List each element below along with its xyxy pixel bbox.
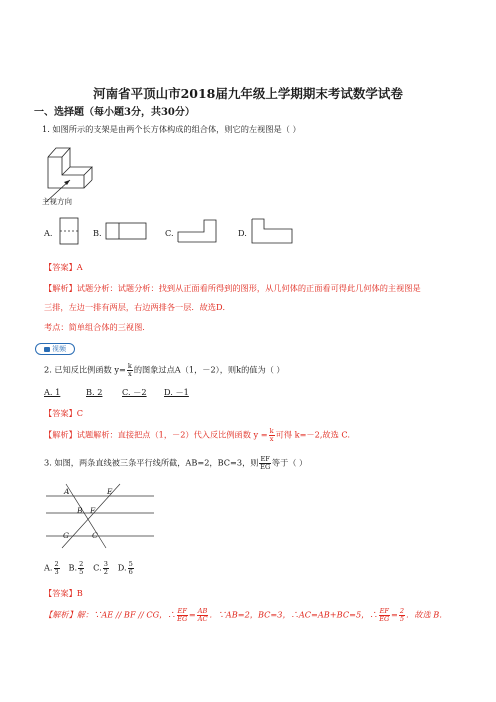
q3-stem: 3. 如图，两条直线被三条平行线所截，AB=2，BC=3，则 $\frac{EF}{EG}$ 等于（ ） — [44, 455, 308, 471]
q1-option-d-figure — [250, 217, 296, 245]
q3-label-c: C — [92, 531, 98, 540]
page-title: 河南省平顶山市2018届九年级上学期期末考试数学试卷 — [93, 86, 403, 101]
q1-option-b-label: B. — [93, 228, 102, 238]
q1-view-direction-label: 主视方向 — [42, 197, 72, 206]
q2-option-b: B. 2 — [86, 387, 103, 397]
q1-kaodian: 考点：简单组合体的三视图． — [44, 322, 151, 332]
q1-option-b-figure — [104, 221, 148, 243]
q3-label-a: A — [64, 487, 70, 496]
q3-parallel-lines-figure — [44, 478, 156, 548]
q2-option-d: D. －1 — [164, 387, 189, 397]
q3-answer: 【答案】B — [44, 588, 83, 598]
q1-option-a-label: A. — [44, 228, 53, 238]
q3-stem-fraction: $\frac{EF}{EG}$ — [260, 455, 271, 471]
q2-stem: 2. 已知反比例函数 y= $\frac{k}{x}$ 的图象过点A（1，－2），则k的值为（ ） — [44, 362, 285, 378]
q2-option-a: A. 1 — [44, 387, 61, 397]
q1-option-a-figure — [58, 216, 82, 246]
q1-option-c-figure — [176, 218, 220, 244]
video-badge[interactable]: 视频 — [35, 343, 75, 355]
q3-label-b: B — [77, 506, 83, 515]
q3-analysis: 【解析】解：∵AE // BF // CG，∴ $\frac{EF}{EG}$ = $\frac{AB}{AC}$ ．∵AB=2，BC=3，∴AC=AB+BC=5，∴ $\frac{EF}{EG}$ = $\frac{2}{5}$ ．故选 B． — [44, 607, 448, 623]
q1-analysis-line-2: 三排，左边一排有两层，右边两排各一层．故选D． — [44, 302, 231, 312]
q3-options: A. $\frac{2}{3}$ B. $\frac{2}{5}$ C. $\frac{3}{2}$ D. $\frac{5}{6}$ — [44, 560, 133, 576]
q3-label-e: E — [107, 487, 113, 496]
q2-answer: 【答案】C — [44, 408, 84, 418]
q1-analysis-line-1: 【解析】试题分析：试题分析：找到从正面看所得到的图形，从几何体的正面看可得此几何体的主视图是 — [44, 283, 421, 293]
q1-answer: 【答案】A — [44, 262, 83, 272]
q2-option-c: C. －2 — [122, 387, 147, 397]
q3-label-f: F — [90, 506, 96, 515]
q3-label-g: G — [63, 531, 69, 540]
q1-stem: 1. 如图所示的支架是由两个长方体构成的组合体，则它的左视图是（ ） — [42, 124, 301, 134]
q1-option-c-label: C. — [165, 228, 174, 238]
video-icon — [44, 347, 50, 352]
q1-option-d-label: D. — [238, 228, 247, 238]
q2-stem-fraction: $\frac{k}{x}$ — [127, 362, 132, 378]
q2-analysis-fraction: $\frac{k}{x}$ — [269, 427, 274, 443]
q2-analysis: 【解析】试题解析：直接把点（1，－2）代入反比例函数 y = $\frac{k}{x}$ 可得 k=－2,故选 C. — [44, 427, 350, 443]
section-heading: 一、选择题（每小题3分，共30分） — [34, 107, 195, 118]
